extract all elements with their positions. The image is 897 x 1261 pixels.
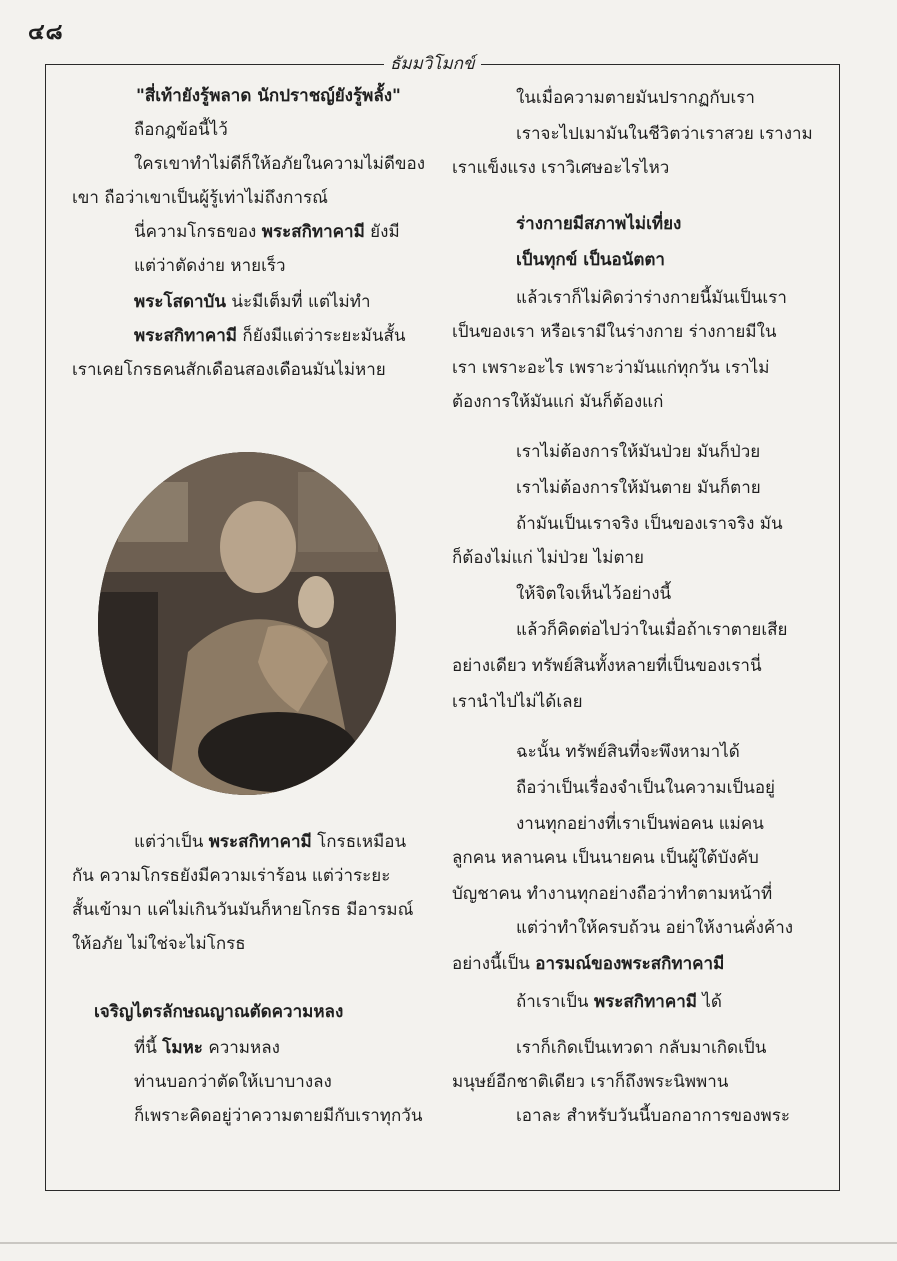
text-line: แล้วก็คิดต่อไปว่าในเมื่อถ้าเราตายเสีย xyxy=(516,620,788,640)
monk-photo-graphic xyxy=(98,452,396,795)
text-line: ใครเขาทำไม่ดีก็ให้อภัยในความไม่ดีของ xyxy=(134,154,426,174)
text-span: โกรธเหมือน xyxy=(311,832,407,852)
text-line: งานทุกอย่างที่เราเป็นพ่อคน แม่คน xyxy=(516,814,764,834)
text-line xyxy=(134,830,406,854)
text-span: อย่างนี้เป็น xyxy=(452,954,536,974)
text-line: ก็เพราะคิดอยู่ว่าความตายมีกับเราทุกวัน xyxy=(134,1106,423,1126)
text-span: นี่ความโกรธของ xyxy=(134,222,262,242)
text-line xyxy=(452,952,724,976)
text-line: เป็นของเรา หรือเรามีในร่างกาย ร่างกายมีใน xyxy=(452,322,777,342)
text-line: เขา ถือว่าเขาเป็นผู้รู้เท่าไม่ถึงการณ์ xyxy=(72,188,328,208)
text-line: เราเคยโกรธคนสักเดือนสองเดือนมันไม่หาย xyxy=(72,360,386,380)
emphasis-term: พระสกิทาคามี xyxy=(208,832,312,852)
text-span: น่ะมีเต็มที่ แต่ไม่ทำ xyxy=(225,292,371,312)
text-line xyxy=(134,220,400,244)
text-line: บัญชาคน ทำงานทุกอย่างถือว่าทำตามหน้าที่ xyxy=(452,884,773,904)
text-line: แล้วเราก็ไม่คิดว่าร่างกายนี้มันเป็นเรา xyxy=(516,288,787,308)
text-span: ที่นี้ xyxy=(134,1038,163,1058)
text-line: ในเมื่อความตายมันปรากฏกับเรา xyxy=(516,88,755,108)
text-span: ได้ xyxy=(696,992,722,1012)
emphasis-term: พระโสดาบัน xyxy=(134,292,226,312)
text-line: เรา เพราะอะไร เพราะว่ามันแก่ทุกวัน เราไม่ xyxy=(452,358,770,378)
text-line: กัน ความโกรธยังมีความเร่าร้อน แต่ว่าระยะ xyxy=(72,866,391,886)
text-line xyxy=(134,290,371,314)
text-line: แต่ว่าทำให้ครบถ้วน อย่าให้งานคั่งค้าง xyxy=(516,918,794,938)
text-line: ท่านบอกว่าตัดให้เบาบางลง xyxy=(134,1072,332,1092)
text-line: ลูกคน หลานคน เป็นนายคน เป็นผู้ใต้บังคับ xyxy=(452,848,759,868)
text-span: ก็ยังมีแต่ว่าระยะมันสั้น xyxy=(237,326,406,346)
text-line: ถ้ามันเป็นเราจริง เป็นของเราจริง มัน xyxy=(516,514,783,534)
text-span: แต่ว่าเป็น xyxy=(134,832,209,852)
text-line: มนุษย์อีกชาติเดียว เราก็ถึงพระนิพพาน xyxy=(452,1072,729,1092)
text-line: เราไม่ต้องการให้มันตาย มันก็ตาย xyxy=(516,478,761,498)
page-number: ๔๘ xyxy=(28,19,64,45)
text-line: เราแข็งแรง เราวิเศษอะไรไหว xyxy=(452,158,670,178)
emphasis-term: โมหะ xyxy=(162,1038,203,1058)
text-span: ถ้าเราเป็น xyxy=(516,992,594,1012)
quote-line: "สี่เท้ายังรู้พลาด นักปราชญ์ยังรู้พลั้ง" xyxy=(136,86,401,106)
subheading-line: ร่างกายมีสภาพไม่เที่ยง xyxy=(516,214,682,234)
text-line xyxy=(134,1036,280,1060)
text-line: อย่างเดียว ทรัพย์สินทั้งหลายที่เป็นของเรานี่ xyxy=(452,656,762,676)
text-line: ก็ต้องไม่แก่ ไม่ป่วย ไม่ตาย xyxy=(452,548,645,568)
text-line: เราไม่ต้องการให้มันป่วย มันก็ป่วย xyxy=(516,442,761,462)
text-line: ฉะนั้น ทรัพย์สินที่จะพึงหามาได้ xyxy=(516,742,740,762)
text-line xyxy=(134,324,405,348)
text-line xyxy=(516,990,722,1014)
page-bottom-rule xyxy=(0,1242,897,1244)
emphasis-term: อารมณ์ของพระสกิทาคามี xyxy=(535,954,725,974)
emphasis-term: พระสกิทาคามี xyxy=(593,992,697,1012)
text-line: ให้จิตใจเห็นไว้อย่างนี้ xyxy=(516,584,672,604)
text-span: ยังมี xyxy=(364,222,400,242)
emphasis-term: พระสกิทาคามี xyxy=(134,326,238,346)
text-line: ถือว่าเป็นเรื่องจำเป็นในความเป็นอยู่ xyxy=(516,778,775,798)
text-line: เอาละ สำหรับวันนี้บอกอาการของพระ xyxy=(516,1106,790,1126)
text-line: ให้อภัย ไม่ใช่จะไม่โกรธ xyxy=(72,934,246,954)
section-heading: เจริญไตรลักษณญาณตัดความหลง xyxy=(94,1002,344,1022)
text-line: เราก็เกิดเป็นเทวดา กลับมาเกิดเป็น xyxy=(516,1038,767,1058)
text-line: ต้องการให้มันแก่ มันก็ต้องแก่ xyxy=(452,392,664,412)
text-line: เรานำไปไม่ได้เลย xyxy=(452,692,583,712)
subheading-line: เป็นทุกข์ เป็นอนัตตา xyxy=(516,250,665,270)
text-line: เราจะไปเมามันในชีวิตว่าเราสวย เรางาม xyxy=(516,124,813,144)
text-line: แต่ว่าตัดง่าย หายเร็ว xyxy=(134,256,286,276)
text-span: ความหลง xyxy=(202,1038,280,1058)
text-line: ถือกฎข้อนี้ไว้ xyxy=(134,120,228,140)
emphasis-term: พระสกิทาคามี xyxy=(261,222,365,242)
monk-photo xyxy=(98,452,396,795)
running-head: ธัมมวิโมกข์ xyxy=(384,50,481,77)
text-line: สั้นเข้ามา แค่ไม่เกินวันมันก็หายโกรธ มีอารมณ์ xyxy=(72,900,414,920)
